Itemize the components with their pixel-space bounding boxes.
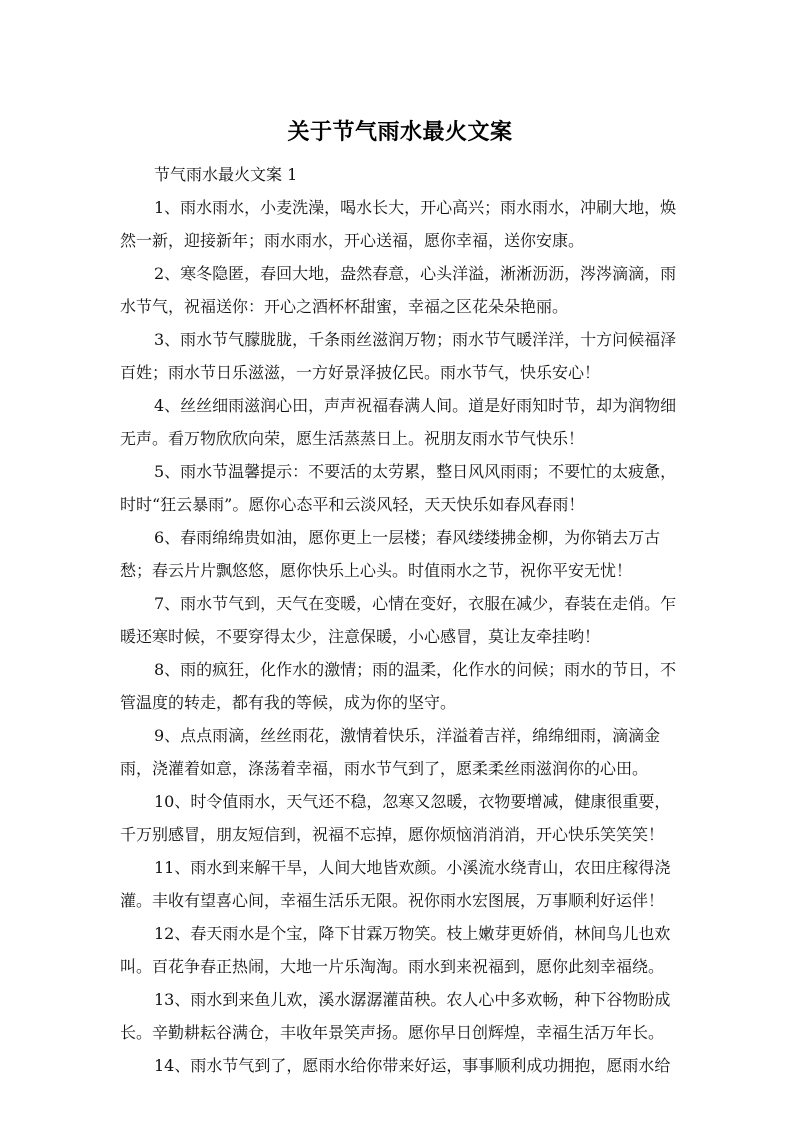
paragraph-line: 8、雨的疯狂，化作水的激情；雨的温柔，化作水的问候；雨水的节日，不 — [154, 660, 677, 679]
paragraph — [120, 521, 682, 587]
paragraph-line: 11、雨水到来解干旱，人间大地皆欢颜。小溪流水绕青山，农田庄稼得浇 — [154, 858, 671, 877]
paragraph-line: 雨，浇灌着如意，涤荡着幸福，雨水节气到了，愿柔柔丝雨滋润你的心田。 — [120, 759, 649, 778]
paragraph — [120, 785, 682, 851]
paragraph-line: 灌。丰收有望喜心间，幸福生活乐无限。祝你雨水宏图展，万事顺利好运伴！ — [120, 891, 665, 910]
paragraph-line: 12、春天雨水是个宝，降下甘霖万物笑。枝上嫩芽更娇俏，林间鸟儿也欢 — [154, 924, 671, 943]
paragraph-line: 无声。看万物欣欣向荣，愿生活蒸蒸日上。祝朋友雨水节气快乐！ — [120, 429, 585, 448]
paragraph-line: 2、寒冬隐匿，春回大地，盎然春意，心头洋溢，淅淅沥沥，涔涔滴滴，雨 — [154, 264, 677, 283]
paragraph-line: 5、雨水节温馨提示：不要活的太劳累，整日风风雨雨；不要忙的太疲惫， — [154, 462, 677, 481]
paragraph — [120, 983, 682, 1049]
paragraph — [120, 389, 682, 455]
section-subtitle: 节气雨水最火文案 1 — [154, 165, 298, 184]
paragraph — [120, 719, 682, 785]
paragraph-line: 然一新，迎接新年；雨水雨水，开心送福，愿你幸福，送你安康。 — [120, 231, 585, 250]
paragraph-line: 1、雨水雨水，小麦洗澡，喝水长大，开心高兴；雨水雨水，冲刷大地，焕 — [154, 198, 677, 217]
paragraph-line: 千万别感冒，朋友短信到，祝福不忘掉，愿你烦恼消消消，开心快乐笑笑笑！ — [120, 825, 665, 844]
paragraph — [120, 851, 682, 917]
paragraph-line: 水节气，祝福送你：开心之酒杯杯甜蜜，幸福之区花朵朵艳丽。 — [120, 297, 569, 316]
paragraph-line: 时时“狂云暴雨”。愿你心态平和云淡风轻，天天快乐如春风春雨！ — [120, 495, 585, 514]
paragraph-line: 6、春雨绵绵贵如油，愿你更上一层楼；春风缕缕拂金柳，为你销去万古 — [154, 528, 661, 547]
paragraph — [120, 455, 682, 521]
paragraph-line: 管温度的转走，都有我的等候，成为你的坚守。 — [120, 693, 457, 712]
paragraph — [120, 587, 682, 653]
paragraph — [120, 191, 682, 257]
paragraph-line: 9、点点雨滴，丝丝雨花，激情着快乐，洋溢着吉祥，绵绵细雨，滴滴金 — [154, 726, 661, 745]
document-title: 关于节气雨水最火文案 — [287, 120, 513, 145]
paragraph-line: 百姓；雨水节日乐滋滋，一方好景泽披亿民。雨水节气，快乐安心！ — [120, 363, 601, 382]
paragraph-line: 10、时令值雨水，天气还不稳，忽寒又忽暖，衣物要增减，健康很重要， — [154, 792, 671, 811]
paragraph-line: 14、雨水节气到了，愿雨水给你带来好运，事事顺利成功拥抱，愿雨水给 — [154, 1056, 671, 1075]
paragraph-line: 叫。百花争春正热闹，大地一片乐淘淘。雨水到来祝福到，愿你此刻幸福绕。 — [120, 957, 665, 976]
paragraph — [120, 1049, 682, 1082]
paragraph-line: 暖还寒时候，不要穿得太少，注意保暖，小心感冒，莫让友牵挂哟！ — [120, 627, 601, 646]
paragraph-line: 4、丝丝细雨滋润心田，声声祝福春满人间。道是好雨知时节，却为润物细 — [154, 396, 677, 415]
document-body — [120, 158, 682, 1082]
paragraph-list — [120, 191, 682, 1082]
paragraph-line: 13、雨水到来鱼儿欢，溪水潺潺灌苗秧。农人心中多欢畅，种下谷物盼成 — [154, 990, 671, 1009]
paragraph — [120, 653, 682, 719]
paragraph-line: 愁；春云片片飘悠悠，愿你快乐上心头。时值雨水之节，祝你平安无忧！ — [120, 561, 633, 580]
paragraph — [120, 917, 682, 983]
paragraph — [120, 257, 682, 323]
paragraph-line: 3、雨水节气朦胧胧，千条雨丝滋润万物；雨水节气暖洋洋，十方问候福泽 — [154, 330, 677, 349]
paragraph-line: 长。辛勤耕耘谷满仓，丰收年景笑声扬。愿你早日创辉煌，幸福生活万年长。 — [120, 1023, 665, 1042]
paragraph-line: 7、雨水节气到，天气在变暖，心情在变好，衣服在减少，春装在走俏。乍 — [154, 594, 677, 613]
paragraph — [120, 323, 682, 389]
